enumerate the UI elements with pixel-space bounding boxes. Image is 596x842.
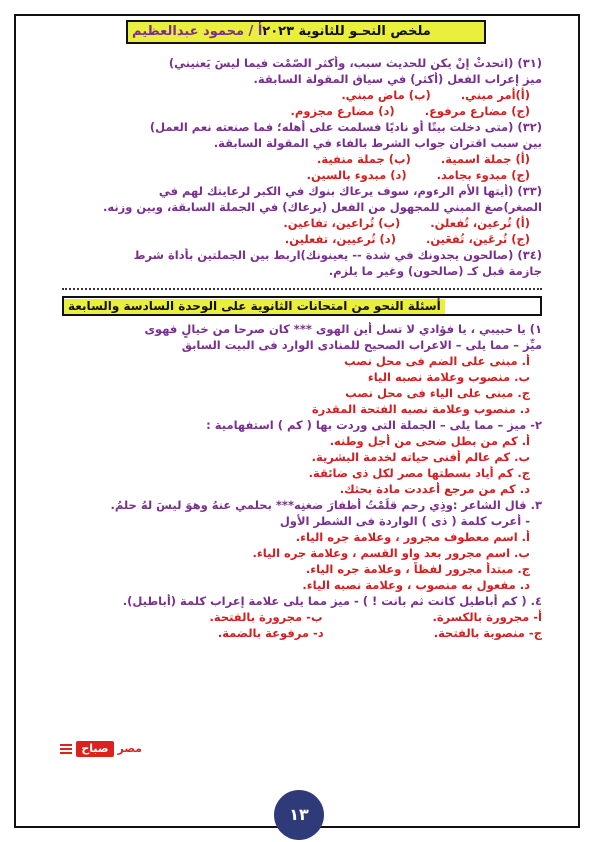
question-text: جازمة قبل كـ (صالحون) وغير ما يلزم.: [328, 264, 542, 278]
question-text: (٣٤) (صالحون يجدونك في شدة -- يعينونك)اربط بين الجملتين بأداة شرط: [133, 248, 542, 262]
answer-option: د- مرفوعة بالضمة.: [217, 626, 324, 640]
question-text: - أعرب كلمة ( ذى ) الواردة فى الشطر الأول: [279, 514, 530, 528]
final-answer-options: [62, 610, 542, 642]
answer-option: ب- مجرورة بالفتحة.: [209, 610, 323, 624]
exercise-list-part1: [62, 56, 542, 280]
answer-options-row: [62, 232, 542, 248]
answer-option: أ. اسم معطوف مجرور ، وعلامة جره الياء.: [295, 530, 530, 544]
page-number-badge: [274, 790, 324, 840]
answer-option: ج- منصوبة بالفتحة.: [433, 626, 542, 640]
logo-brand: صباح: [76, 741, 113, 757]
answer-option: (د) تُرعيين، تفعلين.: [284, 232, 396, 246]
answer-option: أ. كم من بطل ضحى من أجل وطنه.: [329, 434, 530, 448]
answer-option: ج. مبتدأ مجرور لفظاً ، وعلامة جره الياء.: [305, 562, 530, 576]
answer-option: ج. كم أياد بسطتها مصر لكل ذى ضائقة.: [308, 466, 530, 480]
answer-options-row: [62, 152, 542, 168]
section-title: أسئلة النحو من امتحانات الثانوية على الوحدة السادسة والسابعة: [64, 299, 445, 314]
answer-option: ب. كم عالم أفنى حياته لخدمة البشرية.: [311, 450, 530, 464]
answer-option: ب. اسم مجرور بعد واو القسم ، وعلامة جره الياء.: [252, 546, 530, 560]
page-header: [126, 20, 486, 44]
answer-option: د. كم من مرجع أعددت مادة بحثك.: [339, 482, 530, 496]
question-text: (٣٣) (أيتها الأم الرءوم، سوف يرعاك بنوك في الكبر لرعايتك لهم في: [158, 184, 542, 198]
answer-options-row: [62, 216, 542, 232]
answer-option: أ- مجرورة بالكسرة.: [432, 610, 542, 624]
question-text: ١) يا حبيبي ، يا فؤادي لا تسل أين الهوى *** كان صرحا من خيالٍ فهوى: [144, 322, 542, 336]
answer-option: (ب) ماض مبني.: [341, 88, 431, 102]
answer-option: (أ) جملة اسمية.: [440, 152, 530, 166]
answer-option: ج. مبنى على الياء فى محل نصب: [345, 386, 530, 400]
answer-options-row: [62, 104, 542, 120]
answer-option: ب. منصوب وعلامة نصبه الياء: [367, 370, 530, 384]
header-teacher-name: أ / محمود عبدالعظيم: [132, 23, 263, 39]
exercise-list-part2: [62, 322, 542, 610]
answer-option: (ب) تُراعين، تفاعين.: [283, 216, 401, 230]
logo-stripes-icon: [60, 744, 72, 754]
answer-options-row: [62, 168, 542, 184]
publisher-logo: [60, 740, 142, 758]
answer-option: (د) مبدوء بالسين.: [306, 168, 407, 182]
question-text: (٣٢) (متى دخلت بيتًا أو ناديًا فسلمت على أهله؛ فما صنعته نعم العمل): [149, 120, 542, 134]
logo-suffix: مصر: [117, 742, 142, 756]
answer-option: (ج) تُرعَين، تُفعَين.: [425, 232, 530, 246]
answer-option: د. منصوب وعلامة نصبه الفتحة المقدرة: [311, 402, 530, 416]
question-text: ميز إعراب الفعل (أكثر) في سياق المقولة السابقة.: [253, 72, 542, 86]
answer-options-row: [62, 626, 542, 642]
document-body: [62, 56, 542, 642]
answer-options-row: [62, 610, 542, 626]
question-text: (٣١) (اتحدثْ إنْ يكن للحديث سبب، وأكثر الصّمْت فيما ليسَ يَعنيني): [168, 56, 542, 70]
question-text: ميِّز – مما يلى – الاعراب الصحيح للمنادى الوارد فى البيت السابق: [181, 338, 542, 352]
question-text: ٣. قال الشاعر :وذِي رحم قلَمْتُ أظفارَ ضغنِه*** بحلمي عنهُ وهوَ ليسَ لهُ حلمُ.: [110, 498, 542, 512]
answer-option: (أ) تُرعين، تُفعلن.: [430, 216, 530, 230]
header-title-year: ملخص النحـو للثانوية ٢٠٢٣: [262, 23, 431, 39]
answer-option: (ج) مضارع مرفوع.: [424, 104, 530, 118]
answer-option: (د) مضارع مجزوم.: [290, 104, 395, 118]
answer-option: (ب) جملة منفية.: [317, 152, 411, 166]
question-text: بين سبب اقتران جواب الشرط بالفاء في المقولة السابقة.: [213, 136, 542, 150]
answer-option: أ. مبنى على الضم فى محل نصب: [344, 354, 530, 368]
answer-option: (أ)أمر مبني.: [460, 88, 530, 102]
answer-option: (ج) مبدوء بجامد.: [436, 168, 530, 182]
page-number: ١٣: [289, 805, 309, 824]
question-text: ٢- ميز – مما يلى – الجملة التى وردت بها ( كم ) استفهامية :: [206, 418, 542, 432]
question-text: الصغر)صغ المبني للمجهول من الفعل (يرعاك) في الجملة السابقة، وبين وزنه.: [103, 200, 542, 214]
answer-options-row: [62, 88, 542, 104]
question-text: ٤. ( كم أباطيل كانت ثم بانت ! ) - ميز مما يلى علامة إعراب كلمة (أباطيل).: [122, 594, 542, 608]
dotted-separator: [62, 282, 542, 290]
answer-option: د. مفعول به منصوب ، وعلامة نصبه الياء.: [302, 578, 530, 592]
section-title-box: [62, 296, 542, 316]
